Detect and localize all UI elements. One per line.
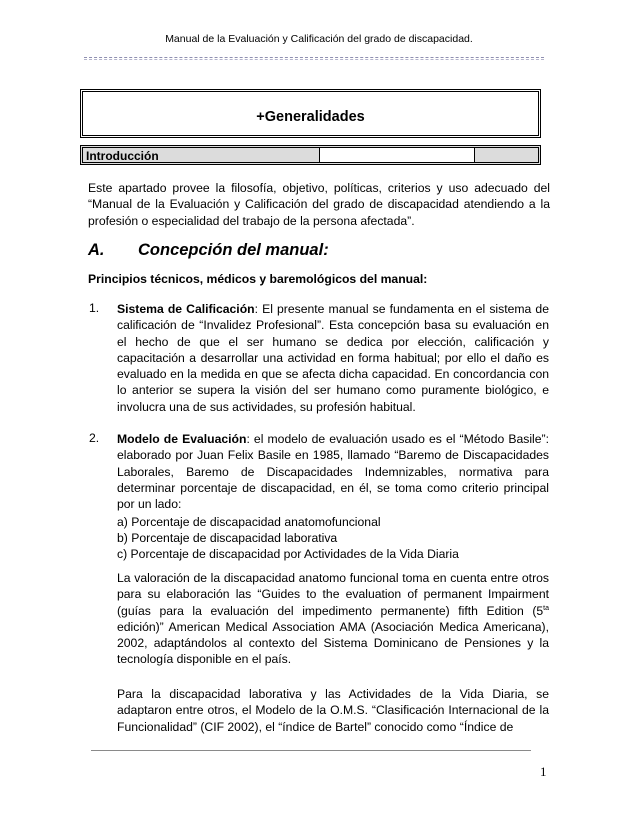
valoracion-text-b: edición)” American Medical Association AMA (Asociación Medica Americana), 2002, adaptándolos al contexto del Sistema Dominicano de Pensiones y la tecnología disponible en el país. bbox=[117, 619, 549, 667]
section-a-number: A. bbox=[88, 241, 105, 259]
header-divider-secondary bbox=[84, 59, 544, 60]
section-a-title: Concepción del manual: bbox=[138, 241, 329, 259]
sublist-item-c: c) Porcentaje de discapacidad por Actividades de la Vida Diaria bbox=[117, 547, 459, 561]
item-1-body bbox=[117, 301, 549, 415]
item-2-term: Modelo de Evaluación bbox=[117, 432, 247, 446]
principles-heading: Principios técnicos, médicos y baremológicos del manual: bbox=[88, 272, 428, 286]
laborativa-paragraph: Para la discapacidad laborativa y las Actividades de la Vida Diaria, se adaptaron entre otros, el Modelo de la O.M.S. “Clasificación Internacional de la Funcionalidad” (CIF 2002), el “índice de Bartel” conocido como “Índice de bbox=[117, 687, 549, 734]
item-1-text: : El presente manual se fundamenta en el sistema de calificación de “Invalidez Profesional”. Esta concepción basa su evaluación en el hecho de que el ser humano se dedica por elección, calificación y capacitación a desarrollar una actividad en forma habitual; por ello el daño es evaluado en la medida en que se afecta dicha capacidad. En concordancia con lo anterior se supera la visión del ser humano como puramente biológico, e involucra una de sus actividades, su profesión habitual. bbox=[117, 302, 549, 414]
edition-superscript: ta bbox=[543, 604, 549, 612]
item-1-term: Sistema de Calificación bbox=[117, 302, 255, 316]
page-number: 1 bbox=[540, 764, 547, 779]
valoracion-text-a: La valoración de la discapacidad anatomo funcional toma en cuenta entre otros para su elaboración las “Guides to the evaluation of permanent Impairment (guías para la evaluación del impedimento permanente) fifth Edition (5 bbox=[117, 571, 549, 618]
introduction-label: Introducción bbox=[86, 149, 159, 163]
item-2-body bbox=[117, 431, 549, 512]
section-title-box bbox=[80, 89, 541, 138]
introduction-empty-cell bbox=[319, 148, 475, 162]
section-a-heading bbox=[88, 241, 329, 260]
header-divider bbox=[84, 57, 544, 58]
footer-divider bbox=[91, 750, 531, 751]
sublist-item-b: b) Porcentaje de discapacidad laborativa bbox=[117, 531, 338, 545]
intro-paragraph: Este apartado provee la filosofía, objetivo, políticas, criterios y uso adecuado del “Manual de la Evaluación y Calificación del grado de discapacidad atendiendo a la profesión o especialidad del trabajo de la persona afectada”. bbox=[88, 181, 550, 228]
item-2-number: 2. bbox=[89, 431, 100, 445]
sublist-item-a: a) Porcentaje de discapacidad anatomofuncional bbox=[117, 515, 381, 529]
running-header: Manual de la Evaluación y Calificación del grado de discapacidad. bbox=[165, 33, 473, 45]
section-title: +Generalidades bbox=[256, 109, 365, 125]
introduction-bar bbox=[80, 145, 541, 165]
item-2-text: : el modelo de evaluación usado es el “Método Basile”: elaborado por Juan Felix Basile en 1985, llamado “Baremo de Discapacidades Laborales, Baremo de Discapacidades Indemnizables, normativa para determinar porcentaje de discapacidad, en él, se toma como criterio principal por un lado: bbox=[117, 432, 549, 512]
valoracion-paragraph bbox=[117, 570, 549, 668]
item-1-number: 1. bbox=[89, 301, 100, 315]
